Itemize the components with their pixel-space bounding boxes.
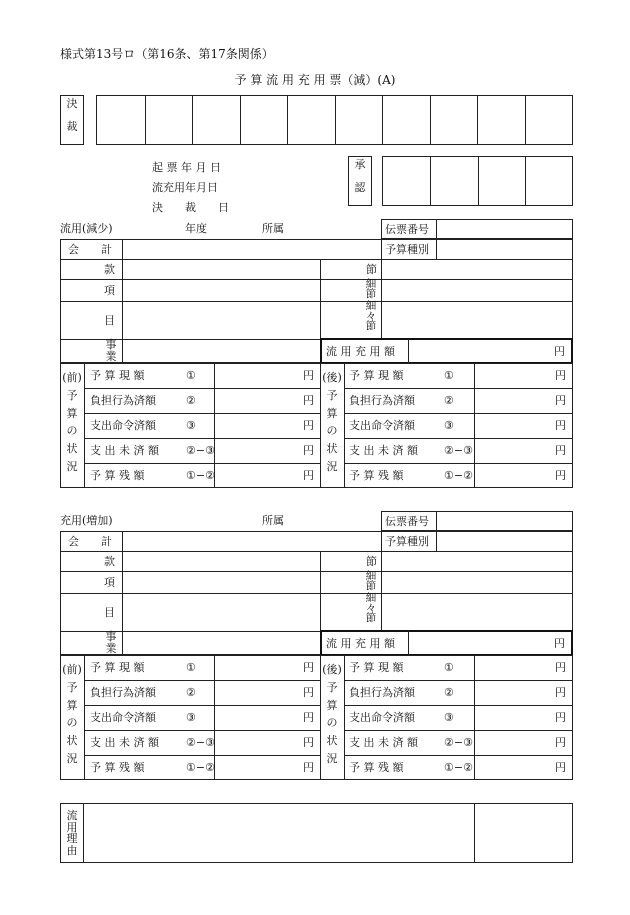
after-amount-input[interactable] — [475, 706, 551, 729]
before-row-number: ②−③ — [186, 444, 215, 457]
stamp-cell-divider — [145, 96, 146, 144]
before-row-number: ① — [186, 369, 196, 382]
shubetsu-divider — [381, 531, 382, 551]
kan-input[interactable] — [123, 260, 319, 278]
section-heading: 充用(増加) — [60, 514, 113, 527]
saisetsu-input[interactable] — [382, 572, 572, 592]
jigyo-input[interactable] — [123, 632, 319, 654]
after-row-label: 負担行為済額 — [349, 394, 415, 407]
before-row-number: ③ — [186, 711, 196, 724]
before-yen: 円 — [303, 419, 314, 432]
after-yen: 円 — [555, 686, 566, 699]
amount-input[interactable] — [410, 632, 550, 654]
stamp-cell-divider — [477, 96, 478, 144]
ryujuyo-date-label: 流充用年月日 — [152, 181, 218, 194]
after-row-label: 支出命令済額 — [349, 419, 415, 432]
shonin-stamp-grid — [382, 156, 573, 206]
saisetsu-input[interactable] — [382, 280, 572, 300]
amount-label: 流 用 充 用 額 — [326, 345, 395, 358]
stamp-cell-divider — [478, 157, 479, 205]
after-row-number: ② — [444, 394, 454, 407]
section-heading: 流用(減少) — [60, 222, 113, 235]
before-amount-input[interactable] — [215, 364, 299, 387]
jigyo-label: 事 業 — [105, 338, 117, 363]
setsu-label: 節 — [366, 555, 377, 568]
stamp-cell-divider — [430, 157, 431, 205]
before-yen: 円 — [303, 711, 314, 724]
after-amount-input[interactable] — [475, 439, 551, 462]
kaikei-input[interactable] — [123, 532, 380, 550]
saisetsu-label: 細 節 — [365, 278, 377, 300]
before-row-number: ① — [186, 661, 196, 674]
status-col-line — [344, 655, 345, 780]
after-row-label: 支出命令済額 — [349, 711, 415, 724]
after-amount-input[interactable] — [475, 656, 551, 679]
reason-side-cell[interactable] — [476, 805, 572, 861]
kessai-date-label: 決 裁 日 — [152, 201, 229, 214]
form-number: 様式第13号ロ（第16条、第17条関係） — [60, 47, 274, 61]
form-title: 予 算 流 用 充 用 票（減）(A) — [234, 73, 396, 87]
shubetsu-divider — [381, 239, 382, 259]
before-row-label: 予 算 残 額 — [90, 469, 145, 482]
after-row-number: ②−③ — [444, 444, 473, 457]
before-row-number: ② — [186, 686, 196, 699]
after-row-label: 支 出 未 済 額 — [349, 736, 418, 749]
before-amount-input[interactable] — [215, 389, 299, 412]
before-row-label: 支出命令済額 — [90, 419, 156, 432]
after-row-label: 予 算 現 額 — [349, 369, 404, 382]
before-amount-input[interactable] — [215, 656, 299, 679]
status-col-line — [84, 363, 85, 488]
kou-input[interactable] — [123, 572, 319, 592]
after-row-label: 負担行為済額 — [349, 686, 415, 699]
before-side-label: (前) 予 算 の 状 況 — [62, 663, 82, 766]
after-side-label: (後) 予 算 の 状 況 — [322, 371, 342, 474]
before-amount-input[interactable] — [215, 414, 299, 437]
amount-label: 流 用 充 用 額 — [326, 637, 395, 650]
after-side-label: (後) 予 算 の 状 況 — [322, 663, 342, 766]
kaikei-label: 会 計 — [68, 243, 112, 256]
moku-label: 目 — [104, 314, 115, 327]
after-amount-input[interactable] — [475, 364, 551, 387]
department-label: 所属 — [262, 222, 284, 235]
stamp-cell-divider — [335, 96, 336, 144]
before-yen: 円 — [303, 661, 314, 674]
kou-input[interactable] — [123, 280, 319, 300]
before-row-number: ③ — [186, 419, 196, 432]
after-row-number: ①−② — [444, 469, 473, 482]
saisaisetsu-label: 細 々 節 — [365, 300, 377, 332]
after-amount-input[interactable] — [475, 464, 551, 487]
after-yen: 円 — [555, 369, 566, 382]
before-row-label: 負担行為済額 — [90, 686, 156, 699]
kou-label: 項 — [104, 284, 115, 297]
stamp-cell-divider — [430, 96, 431, 144]
after-yen: 円 — [555, 761, 566, 774]
setsu-input[interactable] — [382, 552, 572, 570]
after-yen: 円 — [555, 661, 566, 674]
after-yen: 円 — [555, 736, 566, 749]
before-side-label: (前) 予 算 の 状 況 — [62, 371, 82, 474]
after-row-number: ③ — [444, 419, 454, 432]
stamp-cell-divider — [525, 96, 526, 144]
shubetsu-label: 予算種別 — [385, 243, 429, 256]
before-row-number: ② — [186, 394, 196, 407]
after-row-number: ① — [444, 369, 454, 382]
before-yen: 円 — [303, 469, 314, 482]
amount-divider — [408, 339, 409, 363]
shubetsu-label: 予算種別 — [385, 535, 429, 548]
before-row-number: ①−② — [186, 469, 215, 482]
before-row-label: 支出命令済額 — [90, 711, 156, 724]
reason-label: 流 用 理 由 — [66, 809, 78, 857]
before-amount-input[interactable] — [215, 464, 299, 487]
after-row-number: ① — [444, 661, 454, 674]
status-col-line — [344, 363, 345, 488]
after-row-number: ②−③ — [444, 736, 473, 749]
stamp-cell-divider — [240, 96, 241, 144]
shonin-label: 承 認 — [354, 158, 366, 195]
stamp-cell-divider — [192, 96, 193, 144]
before-yen: 円 — [303, 369, 314, 382]
after-yen: 円 — [555, 469, 566, 482]
saisaisetsu-label: 細 々 節 — [365, 592, 377, 624]
amount-input[interactable] — [410, 340, 550, 362]
kan-label: 款 — [104, 555, 115, 568]
reason-box — [60, 803, 573, 863]
status-col-line — [320, 655, 321, 780]
before-amount-input[interactable] — [215, 706, 299, 729]
before-yen: 円 — [303, 736, 314, 749]
before-amount-input[interactable] — [215, 731, 299, 754]
saisaisetsu-input[interactable] — [382, 302, 572, 338]
shubetsu-input[interactable] — [437, 532, 572, 550]
after-yen: 円 — [555, 394, 566, 407]
setsu-input[interactable] — [382, 260, 572, 278]
before-amount-input[interactable] — [215, 681, 299, 704]
after-row-number: ①−② — [444, 761, 473, 774]
moku-label: 目 — [104, 606, 115, 619]
jigyo-label: 事 業 — [105, 630, 117, 655]
kessai-stamp-grid — [96, 95, 573, 145]
denpyo-input[interactable] — [437, 512, 572, 530]
before-row-label: 予 算 現 額 — [90, 661, 145, 674]
shonin-label-cell — [348, 156, 372, 206]
amount-yen: 円 — [554, 345, 565, 358]
stamp-cell-divider — [382, 96, 383, 144]
moku-input[interactable] — [123, 302, 319, 338]
after-row-number: ③ — [444, 711, 454, 724]
before-yen: 円 — [303, 444, 314, 457]
saisaisetsu-input[interactable] — [382, 594, 572, 630]
denpyo-label: 伝票番号 — [385, 223, 429, 236]
status-col-line — [320, 363, 321, 488]
kessai-label: 決 裁 — [66, 97, 78, 134]
kan-label: 款 — [104, 263, 115, 276]
kan-input[interactable] — [123, 552, 319, 570]
before-row-number: ①−② — [186, 761, 215, 774]
after-yen: 円 — [555, 419, 566, 432]
amount-divider — [408, 631, 409, 655]
setsu-label: 節 — [366, 263, 377, 276]
before-yen: 円 — [303, 686, 314, 699]
before-row-label: 予 算 残 額 — [90, 761, 145, 774]
shubetsu-input[interactable] — [437, 240, 572, 258]
kessai-label-cell — [60, 95, 84, 145]
before-amount-input[interactable] — [215, 756, 299, 779]
before-yen: 円 — [303, 761, 314, 774]
amount-yen: 円 — [554, 637, 565, 650]
stamp-cell-divider — [287, 96, 288, 144]
before-amount-input[interactable] — [215, 439, 299, 462]
after-amount-input[interactable] — [475, 756, 551, 779]
before-row-number: ②−③ — [186, 736, 215, 749]
after-amount-input[interactable] — [475, 389, 551, 412]
before-row-label: 負担行為済額 — [90, 394, 156, 407]
kihyo-date-label: 起 票 年 月 日 — [152, 161, 221, 174]
before-yen: 円 — [303, 394, 314, 407]
moku-input[interactable] — [123, 594, 319, 630]
saisetsu-label: 細 節 — [365, 570, 377, 592]
stamp-cell-divider — [525, 157, 526, 205]
department-label: 所属 — [262, 514, 284, 527]
jigyo-input[interactable] — [123, 340, 319, 362]
after-yen: 円 — [555, 711, 566, 724]
kou-label: 項 — [104, 576, 115, 589]
kaikei-input[interactable] — [123, 240, 380, 258]
fiscal-year-label: 年度 — [185, 222, 207, 235]
denpyo-input[interactable] — [437, 220, 572, 238]
before-row-label: 予 算 現 額 — [90, 369, 145, 382]
reason-input[interactable] — [85, 805, 473, 861]
kaikei-label: 会 計 — [68, 535, 112, 548]
before-row-label: 支 出 未 済 額 — [90, 736, 159, 749]
after-row-label: 支 出 未 済 額 — [349, 444, 418, 457]
after-row-label: 予 算 現 額 — [349, 661, 404, 674]
after-amount-input[interactable] — [475, 731, 551, 754]
after-row-label: 予 算 残 額 — [349, 761, 404, 774]
status-col-line — [84, 655, 85, 780]
after-row-number: ② — [444, 686, 454, 699]
after-amount-input[interactable] — [475, 681, 551, 704]
after-row-label: 予 算 残 額 — [349, 469, 404, 482]
denpyo-label: 伝票番号 — [385, 515, 429, 528]
before-row-label: 支 出 未 済 額 — [90, 444, 159, 457]
after-yen: 円 — [555, 444, 566, 457]
after-amount-input[interactable] — [475, 414, 551, 437]
